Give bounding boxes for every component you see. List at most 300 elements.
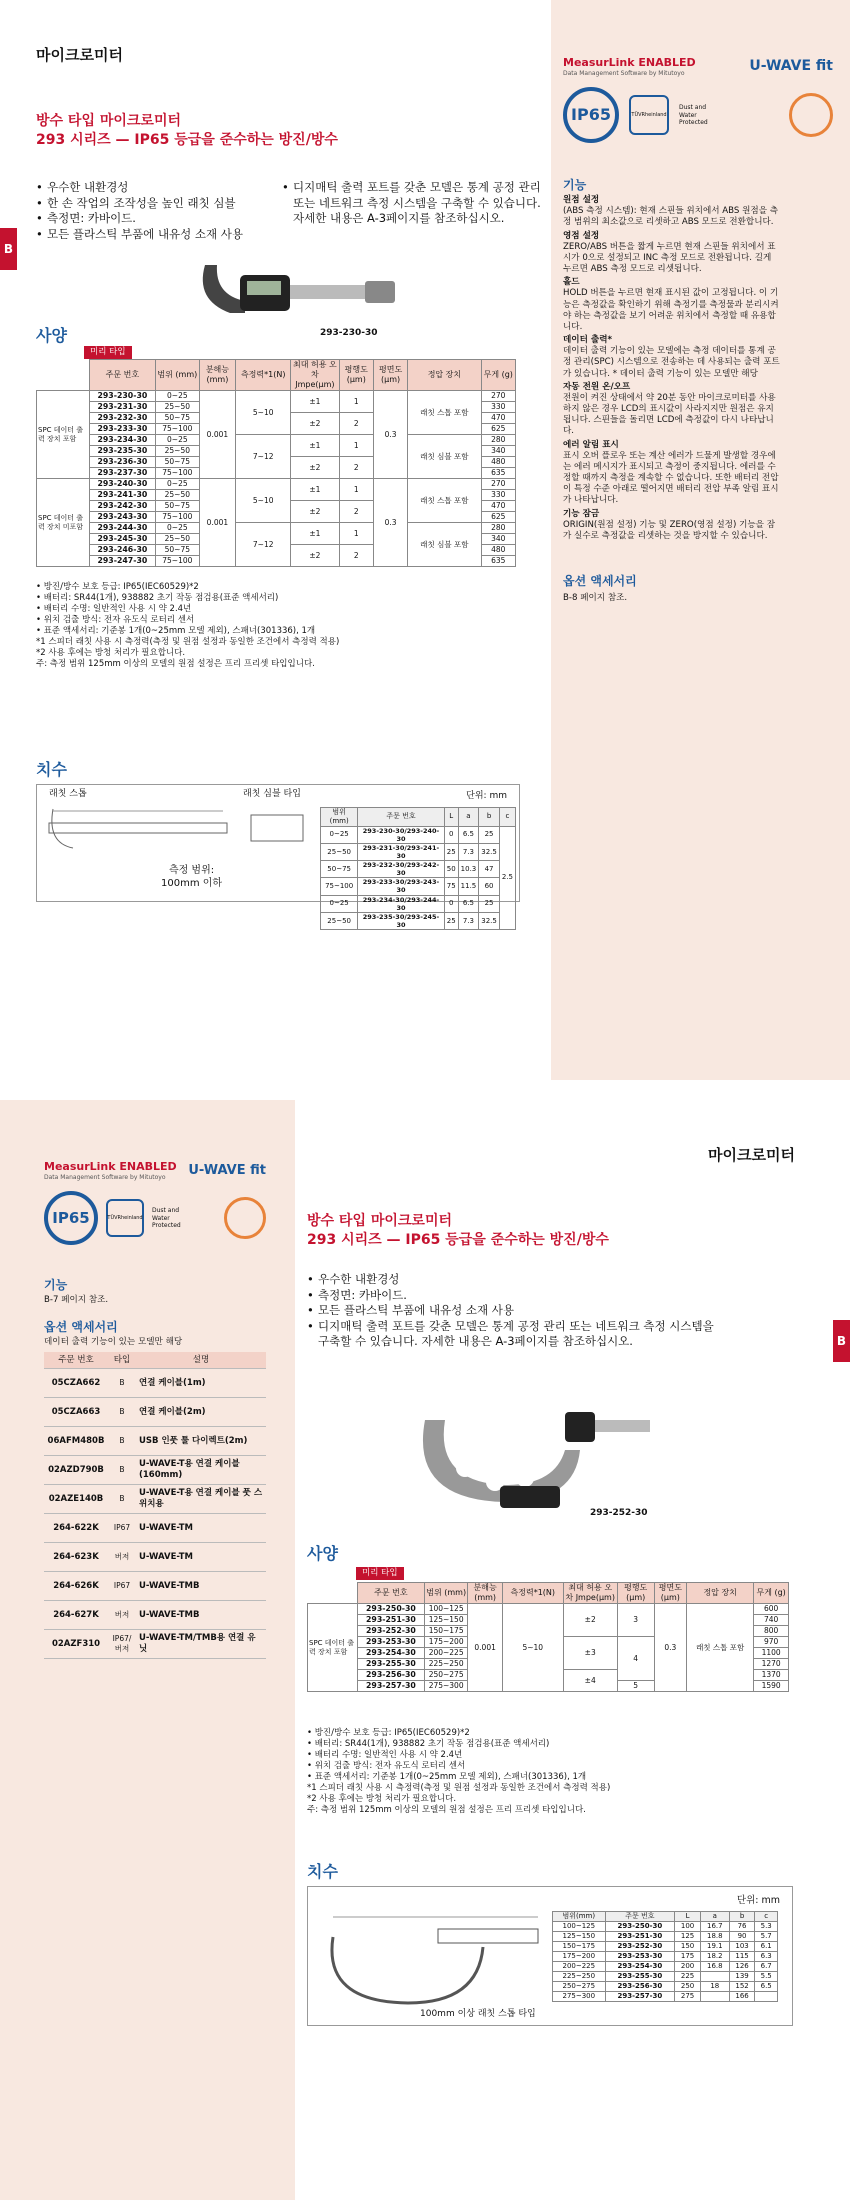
weight-cell: 270 (481, 479, 515, 490)
order-number: 293-233-30 (89, 424, 155, 435)
order-number: 293-243-30 (89, 512, 155, 523)
error-cell: ±4 (563, 1670, 617, 1692)
dim-cell: 32.5 (479, 912, 500, 929)
dim-cell: 18.8 (700, 1932, 729, 1942)
dim-cell: 32.5 (479, 843, 500, 860)
feature-item: • 모든 플라스틱 부품에 내유성 소재 사용 (307, 1303, 727, 1319)
feature-item: • 모든 플라스틱 부품에 내유성 소재 사용 (36, 227, 286, 243)
range-cell: 50~75 (156, 545, 200, 556)
col-group (37, 360, 90, 391)
error-cell: ±2 (291, 457, 339, 479)
dim-unit: 단위: mm (466, 791, 507, 801)
feature-list-left (36, 180, 286, 242)
dim-label-ratchet-stop: 래칫 스톱 (49, 789, 87, 799)
dim-cell: 6.1 (755, 1942, 778, 1952)
group-label: SPC 데이터 출력 장치 미포함 (37, 479, 90, 567)
seal-icon (789, 93, 833, 137)
dim-cell: 90 (729, 1932, 755, 1942)
dim-cell: 6.3 (755, 1952, 778, 1962)
order-number: 293-244-30 (89, 523, 155, 534)
feature-item: • 한 손 작업의 조작성을 높인 래칫 심블 (36, 196, 286, 212)
table-row (37, 435, 516, 446)
dim-cell: 25 (444, 843, 458, 860)
weight-cell: 740 (754, 1615, 789, 1626)
error-cell: ±2 (291, 501, 339, 523)
note-line: • 배터리: SR44(1개), 938882 초기 작동 점검용(표준 액세서리) (307, 1739, 550, 1750)
dim-cell: 293-234-30/293-244-30 (358, 895, 444, 912)
function-text: HOLD 버튼을 누르면 현재 표시된 값이 고정됩니다. 이 기능은 측정값을 확인하기 위해 측정기를 측정물과 분리시켜야 하는 측정값을 보기 어려운 위치에서 측정할 때 유용합니다. (563, 288, 779, 332)
error-cell: ±1 (291, 435, 339, 457)
dim-cell: 0 (444, 826, 458, 843)
weight-cell: 330 (481, 402, 515, 413)
dim-cell: 293-235-30/293-245-30 (358, 912, 444, 929)
table-row (553, 1962, 778, 1972)
dim-cell: 225~250 (553, 1972, 606, 1982)
order-number: 293-246-30 (89, 545, 155, 556)
function-item (563, 382, 781, 438)
weight-cell: 625 (481, 512, 515, 523)
function-item (563, 231, 781, 276)
error-cell: ±1 (291, 479, 339, 501)
description-cell: U-WAVE-TM (136, 1542, 266, 1571)
dim-cell: 126 (729, 1962, 755, 1972)
seal-icon (224, 1197, 266, 1239)
feature-list (307, 1272, 727, 1350)
note-line: • 방진/방수 보호 등급: IP65(IEC60529)*2 (307, 1728, 470, 1738)
type-cell: IP67/버저 (108, 1629, 136, 1658)
page-header: 마이크로미터 (36, 46, 123, 64)
range-cell: 50~75 (156, 413, 200, 424)
order-number: 293-231-30 (89, 402, 155, 413)
dim-cell: 293-253-30 (605, 1952, 675, 1962)
dim-cell: 150~175 (553, 1942, 606, 1952)
parallel-cell: 2 (339, 457, 373, 479)
weight-cell: 280 (481, 435, 515, 446)
product-title: 방수 타입 마이크로미터 293 시리즈 — IP65 등급을 준수하는 방진/방수 (36, 113, 338, 148)
dim-cell (700, 1972, 729, 1982)
dimension-heading: 치수 (307, 1862, 338, 1881)
note-line: • 표준 액세서리: 기준봉 1개(0~25mm 모델 제외), 스패너(301336), 1개 (307, 1772, 587, 1783)
feature-item: • 우수한 내환경성 (307, 1272, 727, 1288)
type-cell: IP67 (108, 1513, 136, 1542)
force-cell: 5~10 (236, 479, 291, 523)
note-line: *2 사용 후에는 방청 처리가 필요합니다. (307, 1794, 457, 1805)
table-row (553, 1932, 778, 1942)
order-number: 05CZA662 (44, 1368, 108, 1397)
feature-item: • 측정면: 카바이드. (36, 211, 286, 227)
function-item (563, 335, 781, 380)
dust-icon: Dust and Water Protected (679, 104, 708, 126)
note-line: 주: 측정 범위 125mm 이상의 모델의 원점 설정은 프리 프리셋 타입입니다. (307, 1805, 586, 1816)
dim-cell: 275~300 (553, 1992, 606, 2002)
function-title: 에러 알림 표시 (563, 439, 619, 450)
dim-cell: 76 (729, 1922, 755, 1932)
description-cell: U-WAVE-T용 연결 케이블(160mm) (136, 1455, 266, 1484)
force-cell: 7~12 (236, 435, 291, 479)
parallel-cell: 2 (339, 545, 373, 567)
dim-cell: 16.7 (700, 1922, 729, 1932)
option-heading: 옵션 액세서리 (44, 1320, 118, 1335)
dim-cell: 47 (479, 861, 500, 878)
function-title: 홀드 (563, 277, 580, 288)
order-number: 293-240-30 (89, 479, 155, 490)
dim-cell: 2.5 (499, 826, 515, 930)
dim-cell: 25 (479, 826, 500, 843)
parallel-cell: 1 (339, 523, 373, 545)
table-row (44, 1600, 266, 1629)
micrometer-icon (405, 1390, 655, 1510)
type-cell: B (108, 1397, 136, 1426)
table-row (321, 861, 516, 878)
weight-cell: 600 (754, 1604, 789, 1615)
note-line: • 방진/방수 보호 등급: IP65(IEC60529)*2 (36, 582, 199, 592)
dim-cell: 293-251-30 (605, 1932, 675, 1942)
product-label: 293-230-30 (320, 328, 378, 338)
dim-cell: 293-257-30 (605, 1992, 675, 2002)
dim-caption: 100mm 이상 래칫 스톱 타입 (420, 2009, 536, 2019)
weight-cell: 280 (481, 523, 515, 534)
order-number: 02AZF310 (44, 1629, 108, 1658)
order-number: 293-254-30 (357, 1648, 424, 1659)
mini-tag: 미리 타입 (356, 1567, 404, 1580)
range-cell: 175~200 (424, 1637, 467, 1648)
dim-cell: 293-230-30/293-240-30 (358, 826, 444, 843)
order-number: 293-236-30 (89, 457, 155, 468)
function-text: ZERO/ABS 버튼을 짧게 누르면 현재 스핀들 위치에서 표시가 0으로 설정되고 INC 측정 모드로 전환됩니다. 길게 누르면 ABS 측정 모드로 리셋됩니다. (563, 241, 776, 275)
dimension-drawing-icon (43, 803, 233, 853)
page-header: 마이크로미터 (708, 1146, 795, 1164)
table-row (321, 843, 516, 860)
logo-sub: Data Management Software by Mitutoyo (563, 69, 685, 77)
thimble-drawing-icon (243, 803, 313, 853)
function-item (563, 440, 781, 507)
flat-cell: 0.3 (654, 1604, 687, 1692)
spec-heading: 사양 (307, 1544, 338, 1563)
tuv-icon: TÜVRheinland (629, 95, 669, 135)
logo-block (563, 56, 833, 143)
mini-tag: 미리 타입 (84, 346, 132, 359)
function-heading: 기능 (563, 178, 587, 192)
function-text: 전원이 켜진 상태에서 약 20분 동안 마이크로미터를 사용하지 않은 경우 LCD의 표시값이 사라지지만 원점은 유지됩니다. 스핀들을 돌리면 LCD에 측정값이 다시 나타납니다. (563, 392, 776, 437)
function-text: (ABS 측정 시스템): 현재 스핀들 위치에서 ABS 원점을 측정 범위의 최소값으로 리셋하고 ABS 모드로 전환합니다. (563, 206, 779, 228)
group-label: SPC 데이터 출력 장치 포함 (308, 1604, 358, 1692)
parallel-cell: 1 (339, 479, 373, 501)
dim-cell: 60 (479, 878, 500, 895)
feature-item: • 디지매틱 출력 포트를 갖춘 모델은 통계 공정 관리 또는 네트워크 측정 시스템을 구축할 수 있습니다. 자세한 내용은 A-3페이지를 참조하십시오. (282, 180, 544, 227)
dim-cell: 293-232-30/293-242-30 (358, 861, 444, 878)
range-cell: 25~50 (156, 534, 200, 545)
table-row (44, 1397, 266, 1426)
order-number: 293-232-30 (89, 413, 155, 424)
function-title: 자동 전원 온/오프 (563, 381, 631, 392)
dim-cell: 19.1 (700, 1942, 729, 1952)
dim-cell: 16.8 (700, 1962, 729, 1972)
range-cell: 50~75 (156, 501, 200, 512)
order-number: 293-247-30 (89, 556, 155, 567)
dim-cell: 175~200 (553, 1952, 606, 1962)
section-tab: B (833, 1320, 850, 1362)
dim-cell (755, 1992, 778, 2002)
dim-cell: 18.2 (700, 1952, 729, 1962)
table-row (321, 878, 516, 895)
parallel-cell: 5 (617, 1681, 654, 1692)
feature-list-right (282, 180, 544, 227)
device-cell: 래칫 스톱 포함 (408, 479, 481, 523)
table-row (308, 1604, 789, 1615)
description-cell: USB 인풋 툴 다이렉트(2m) (136, 1426, 266, 1455)
error-cell: ±2 (291, 545, 339, 567)
note-line: • 위치 검출 방식: 전자 유도식 로터리 센서 (36, 615, 195, 626)
dim-cell: 75~100 (321, 878, 358, 895)
table-row (553, 1922, 778, 1932)
type-cell: 버저 (108, 1600, 136, 1629)
force-cell: 7~12 (236, 523, 291, 567)
function-text: ORIGIN(원점 설정) 기능 및 ZERO(영점 설정) 기능을 잠가 실수로 측정값을 리셋하는 것을 방지할 수 있습니다. (563, 519, 776, 541)
range-cell: 75~100 (156, 512, 200, 523)
device-cell: 래칫 심블 포함 (408, 523, 481, 567)
tuv-icon: TÜVRheinland (106, 1199, 144, 1237)
table-row (553, 1942, 778, 1952)
order-number: 264-626K (44, 1571, 108, 1600)
dim-cell: 293-250-30 (605, 1922, 675, 1932)
measurlink-logo: MeasurLink ENABLED (44, 1160, 177, 1173)
dim-cell: 75 (444, 878, 458, 895)
table-row (44, 1571, 266, 1600)
table-row (321, 895, 516, 912)
dim-cell: 275 (675, 1992, 701, 2002)
order-number: 293-234-30 (89, 435, 155, 446)
weight-cell: 625 (481, 424, 515, 435)
order-number: 264-627K (44, 1600, 108, 1629)
dimension-table: 범위(mm) 주문 번호 L a b c 0~25 293-230-30/293-240-30 0 6.5 25 2.5 25~50 293-231-30/293-241-30 25 7.3 32.5 50~75 293-232-30/293-242-30 50 10.3 47 75~100 293-233-30/293-243-30 75 11.5 60 0~25 293-234-30/293-244-30 0 6.5 25 25~50 293-235-30/293-245-30 25 7.3 32.5 (320, 807, 516, 930)
feature-item: • 우수한 내환경성 (36, 180, 286, 196)
uwave-logo: U-WAVE fit (188, 1162, 266, 1178)
device-cell: 래칫 심블 포함 (408, 435, 481, 479)
function-text: 데이터 출력 기능이 있는 모델에는 측정 데이터를 통계 공정 관리(SPC) 시스템으로 전송하는 데 사용되는 출력 포트가 있습니다. * 데이터 출력 기능이 있는 모델만 해당 (563, 346, 780, 379)
type-cell: B (108, 1484, 136, 1513)
function-heading: 기능 (44, 1278, 68, 1292)
dimension-drawing-icon (318, 1907, 548, 2007)
error-cell: ±2 (563, 1604, 617, 1637)
spec-table: 주문 번호 범위 (mm) 분해능 (mm) 측정력*1(N) 최대 허용 오차 Jmpe(μm) 평행도 (μm) 평면도 (μm) 정압 장치 무게 (g) SPC 데이터 출력 장치 포함 293-230-30 0~25 0.001 5~10 ±1 1 0.3 래칫 스톱 포함 270 293-231-30 25~50 330 293-232-30 50~75 ±2 2 470 293-233-30 75~100 625 293-234-30 0~25 7~12 ±1 1 래칫 심블 포함 280 293-235-30 25~50 340 293-236-30 50~75 ±2 2 480 293-237-30 75~100 635 SPC 데이터 출력 장치 미포함 293-240-30 0~25 0.001 5~10 ±1 1 0.3 래칫 스톱 포함 270 293-241-30 25~50 330 293-242-30 50~75 ±2 2 470 293-243-30 75~100 625 293-244-30 0~25 7~12 ±1 1 래칫 심블 포함 280 293-245-30 25~50 340 293-246-30 50~75 ±2 2 480 293-247-30 75~100 635 (36, 359, 516, 567)
dim-cell: 225 (675, 1972, 701, 1982)
option-note: B-8 페이지 참조. (563, 593, 628, 604)
dim-cell: 103 (729, 1942, 755, 1952)
dimension-box (307, 1886, 793, 2026)
description-cell: U-WAVE-TM/TMB용 연결 유닛 (136, 1629, 266, 1658)
type-cell: IP67 (108, 1571, 136, 1600)
range-cell: 125~150 (424, 1615, 467, 1626)
resolution-cell: 0.001 (199, 391, 236, 479)
order-number: 264-622K (44, 1513, 108, 1542)
range-cell: 75~100 (156, 556, 200, 567)
table-row (553, 1952, 778, 1962)
dim-cell: 5.5 (755, 1972, 778, 1982)
range-cell: 25~50 (156, 490, 200, 501)
range-cell: 0~25 (156, 479, 200, 490)
ip65-icon: IP65 (44, 1191, 98, 1245)
section-tab: B (0, 228, 17, 270)
weight-cell: 340 (481, 534, 515, 545)
function-note: B-7 페이지 참조. (44, 1295, 109, 1305)
dim-cell: 150 (675, 1942, 701, 1952)
logo-block (44, 1160, 266, 1245)
note-line: • 배터리 수명: 일반적인 사용 시 약 2.4년 (36, 604, 192, 615)
dim-unit: 단위: mm (736, 1895, 780, 1906)
weight-cell: 340 (481, 446, 515, 457)
logo-sub: Data Management Software by Mitutoyo (44, 1173, 166, 1181)
dimension-table: 범위(mm) 주문 번호 L a b c 100~125 293-250-30 100 16.7 76 5.3 125~150 293-251-30 125 18.8 90 5.7 150~175 293-252-30 150 19.1 103 6.1 175~200 293-253-30 175 18.2 115 6.3 200~225 293-254-30 200 16.8 126 6.7 225~250 293-255-30 225 139 5.5 250~275 293-256-30 250 18 152 6.5 275~300 293-257-30 275 166 (552, 1911, 778, 2002)
dim-cell: 10.3 (458, 861, 479, 878)
dim-cell: 6.5 (458, 895, 479, 912)
description-cell: U-WAVE-TMB (136, 1571, 266, 1600)
dim-cell: 293-256-30 (605, 1982, 675, 1992)
range-cell: 0~25 (156, 391, 200, 402)
description-cell: 연결 케이블(1m) (136, 1368, 266, 1397)
range-cell: 200~225 (424, 1648, 467, 1659)
function-panel (44, 1278, 266, 1659)
spec-heading: 사양 (36, 326, 67, 345)
weight-cell: 270 (481, 391, 515, 402)
range-cell: 75~100 (156, 468, 200, 479)
dim-cell: 25~50 (321, 843, 358, 860)
table-row (44, 1368, 266, 1397)
type-cell: B (108, 1368, 136, 1397)
order-number: 293-245-30 (89, 534, 155, 545)
dim-cell: 11.5 (458, 878, 479, 895)
table-row (553, 1982, 778, 1992)
flat-cell: 0.3 (373, 391, 407, 479)
table-row (37, 479, 516, 490)
dim-cell: 100~125 (553, 1922, 606, 1932)
force-cell: 5~10 (236, 391, 291, 435)
order-number: 264-623K (44, 1542, 108, 1571)
function-panel (563, 178, 781, 604)
spec-notes (307, 1728, 807, 1816)
dim-cell: 152 (729, 1982, 755, 1992)
dim-cell: 200~225 (553, 1962, 606, 1972)
error-cell: ±1 (291, 523, 339, 545)
function-title: 영점 설정 (563, 230, 600, 241)
range-cell: 250~275 (424, 1670, 467, 1681)
range-cell: 25~50 (156, 446, 200, 457)
order-number: 02AZD790B (44, 1455, 108, 1484)
function-item (563, 195, 781, 229)
product-title: 방수 타입 마이크로미터 293 시리즈 — IP65 등급을 준수하는 방진/방수 (307, 1213, 609, 1248)
dust-icon: Dust and Water Protected (152, 1207, 181, 1229)
note-line: • 위치 검출 방식: 전자 유도식 로터리 센서 (307, 1761, 466, 1772)
note-line: • 배터리 수명: 일반적인 사용 시 약 2.4년 (307, 1750, 463, 1761)
dim-cell: 50~75 (321, 861, 358, 878)
function-item (563, 509, 781, 543)
weight-cell: 480 (481, 457, 515, 468)
table-row (44, 1629, 266, 1658)
error-cell: ±1 (291, 391, 339, 413)
weight-cell: 970 (754, 1637, 789, 1648)
description-cell: U-WAVE-T용 연결 케이블 풋 스위치용 (136, 1484, 266, 1513)
dim-cell: 25~50 (321, 912, 358, 929)
dim-cell: 293-252-30 (605, 1942, 675, 1952)
dim-cell: 250 (675, 1982, 701, 1992)
description-cell: U-WAVE-TM (136, 1513, 266, 1542)
dim-cell: 293-231-30/293-241-30 (358, 843, 444, 860)
table-row (44, 1542, 266, 1571)
device-cell: 래칫 스톱 포함 (408, 391, 481, 435)
order-number: 293-235-30 (89, 446, 155, 457)
dim-label-ratchet-thimble: 래칫 심블 타입 (243, 789, 301, 799)
dim-cell: 175 (675, 1952, 701, 1962)
table-row (553, 1992, 778, 2002)
table-row (553, 1972, 778, 1982)
dim-cell: 25 (444, 912, 458, 929)
table-row (44, 1484, 266, 1513)
resolution-cell: 0.001 (199, 479, 236, 567)
note-line: • 배터리: SR44(1개), 938882 초기 작동 점검용(표준 액세서리) (36, 593, 279, 604)
device-cell: 래칫 스톱 포함 (687, 1604, 754, 1692)
dim-cell: 293-255-30 (605, 1972, 675, 1982)
range-cell: 275~300 (424, 1681, 467, 1692)
range-cell: 100~125 (424, 1604, 467, 1615)
dim-cell: 5.3 (755, 1922, 778, 1932)
table-row (37, 523, 516, 534)
table-row (321, 912, 516, 929)
range-cell: 25~50 (156, 402, 200, 413)
order-number: 293-237-30 (89, 468, 155, 479)
measurlink-logo: MeasurLink ENABLED (563, 56, 696, 69)
option-note: 데이터 출력 기능이 있는 모델만 해당 (44, 1337, 183, 1348)
range-cell: 225~250 (424, 1659, 467, 1670)
dim-cell: 200 (675, 1962, 701, 1972)
note-line: *2 사용 후에는 방청 처리가 필요합니다. (36, 648, 186, 659)
function-item (563, 277, 781, 333)
function-title: 기능 잠금 (563, 508, 600, 519)
dim-cell: 6.7 (755, 1962, 778, 1972)
option-heading: 옵션 액세서리 (563, 574, 637, 589)
flat-cell: 0.3 (373, 479, 407, 567)
dim-cell: 293-233-30/293-243-30 (358, 878, 444, 895)
dim-cell: 7.3 (458, 843, 479, 860)
dim-cell: 115 (729, 1952, 755, 1962)
order-number: 293-242-30 (89, 501, 155, 512)
dimension-box (36, 784, 520, 929)
dim-cell: 18 (700, 1982, 729, 1992)
type-cell: B (108, 1426, 136, 1455)
dim-cell: 0 (444, 895, 458, 912)
range-cell: 0~25 (156, 523, 200, 534)
resolution-cell: 0.001 (468, 1604, 503, 1692)
dim-cell: 5.7 (755, 1932, 778, 1942)
weight-cell: 800 (754, 1626, 789, 1637)
description-cell: U-WAVE-TMB (136, 1600, 266, 1629)
uwave-logo: U-WAVE fit (749, 57, 833, 74)
note-line: *1 스피더 래칫 사용 시 측정력(측정 및 원점 설정과 동일한 조건에서 측정력 적용) (36, 637, 340, 648)
order-number: 05CZA663 (44, 1397, 108, 1426)
dim-cell: 6.5 (755, 1982, 778, 1992)
order-number: 293-252-30 (357, 1626, 424, 1637)
dim-cell: 6.5 (458, 826, 479, 843)
product-image (185, 245, 405, 325)
error-cell: ±3 (563, 1637, 617, 1670)
range-cell: 50~75 (156, 457, 200, 468)
dim-cell: 166 (729, 1992, 755, 2002)
product-label: 293-252-30 (590, 1508, 648, 1518)
parallel-cell: 2 (339, 501, 373, 523)
table-row (321, 826, 516, 843)
type-cell: 버저 (108, 1542, 136, 1571)
range-cell: 75~100 (156, 424, 200, 435)
dim-cell: 0~25 (321, 826, 358, 843)
spec-table: 주문 번호 범위 (mm) 분해능 (mm) 측정력*1(N) 최대 허용 오차 Jmpe(μm) 평행도 (μm) 평면도 (μm) 정압 장치 무게 (g) SPC 데이터 출력 장치 포함 293-250-30 100~125 0.001 5~10 ±2 3 0.3 래칫 스톱 포함 600 293-251-30 125~150 740 293-252-30 150~175 800 293-253-30 175~200 ±3 4 970 293-254-30 200~225 1100 293-255-30 225~250 1270 293-256-30 250~275 ±4 1370 293-257-30 275~300 5 1590 (307, 1582, 789, 1692)
